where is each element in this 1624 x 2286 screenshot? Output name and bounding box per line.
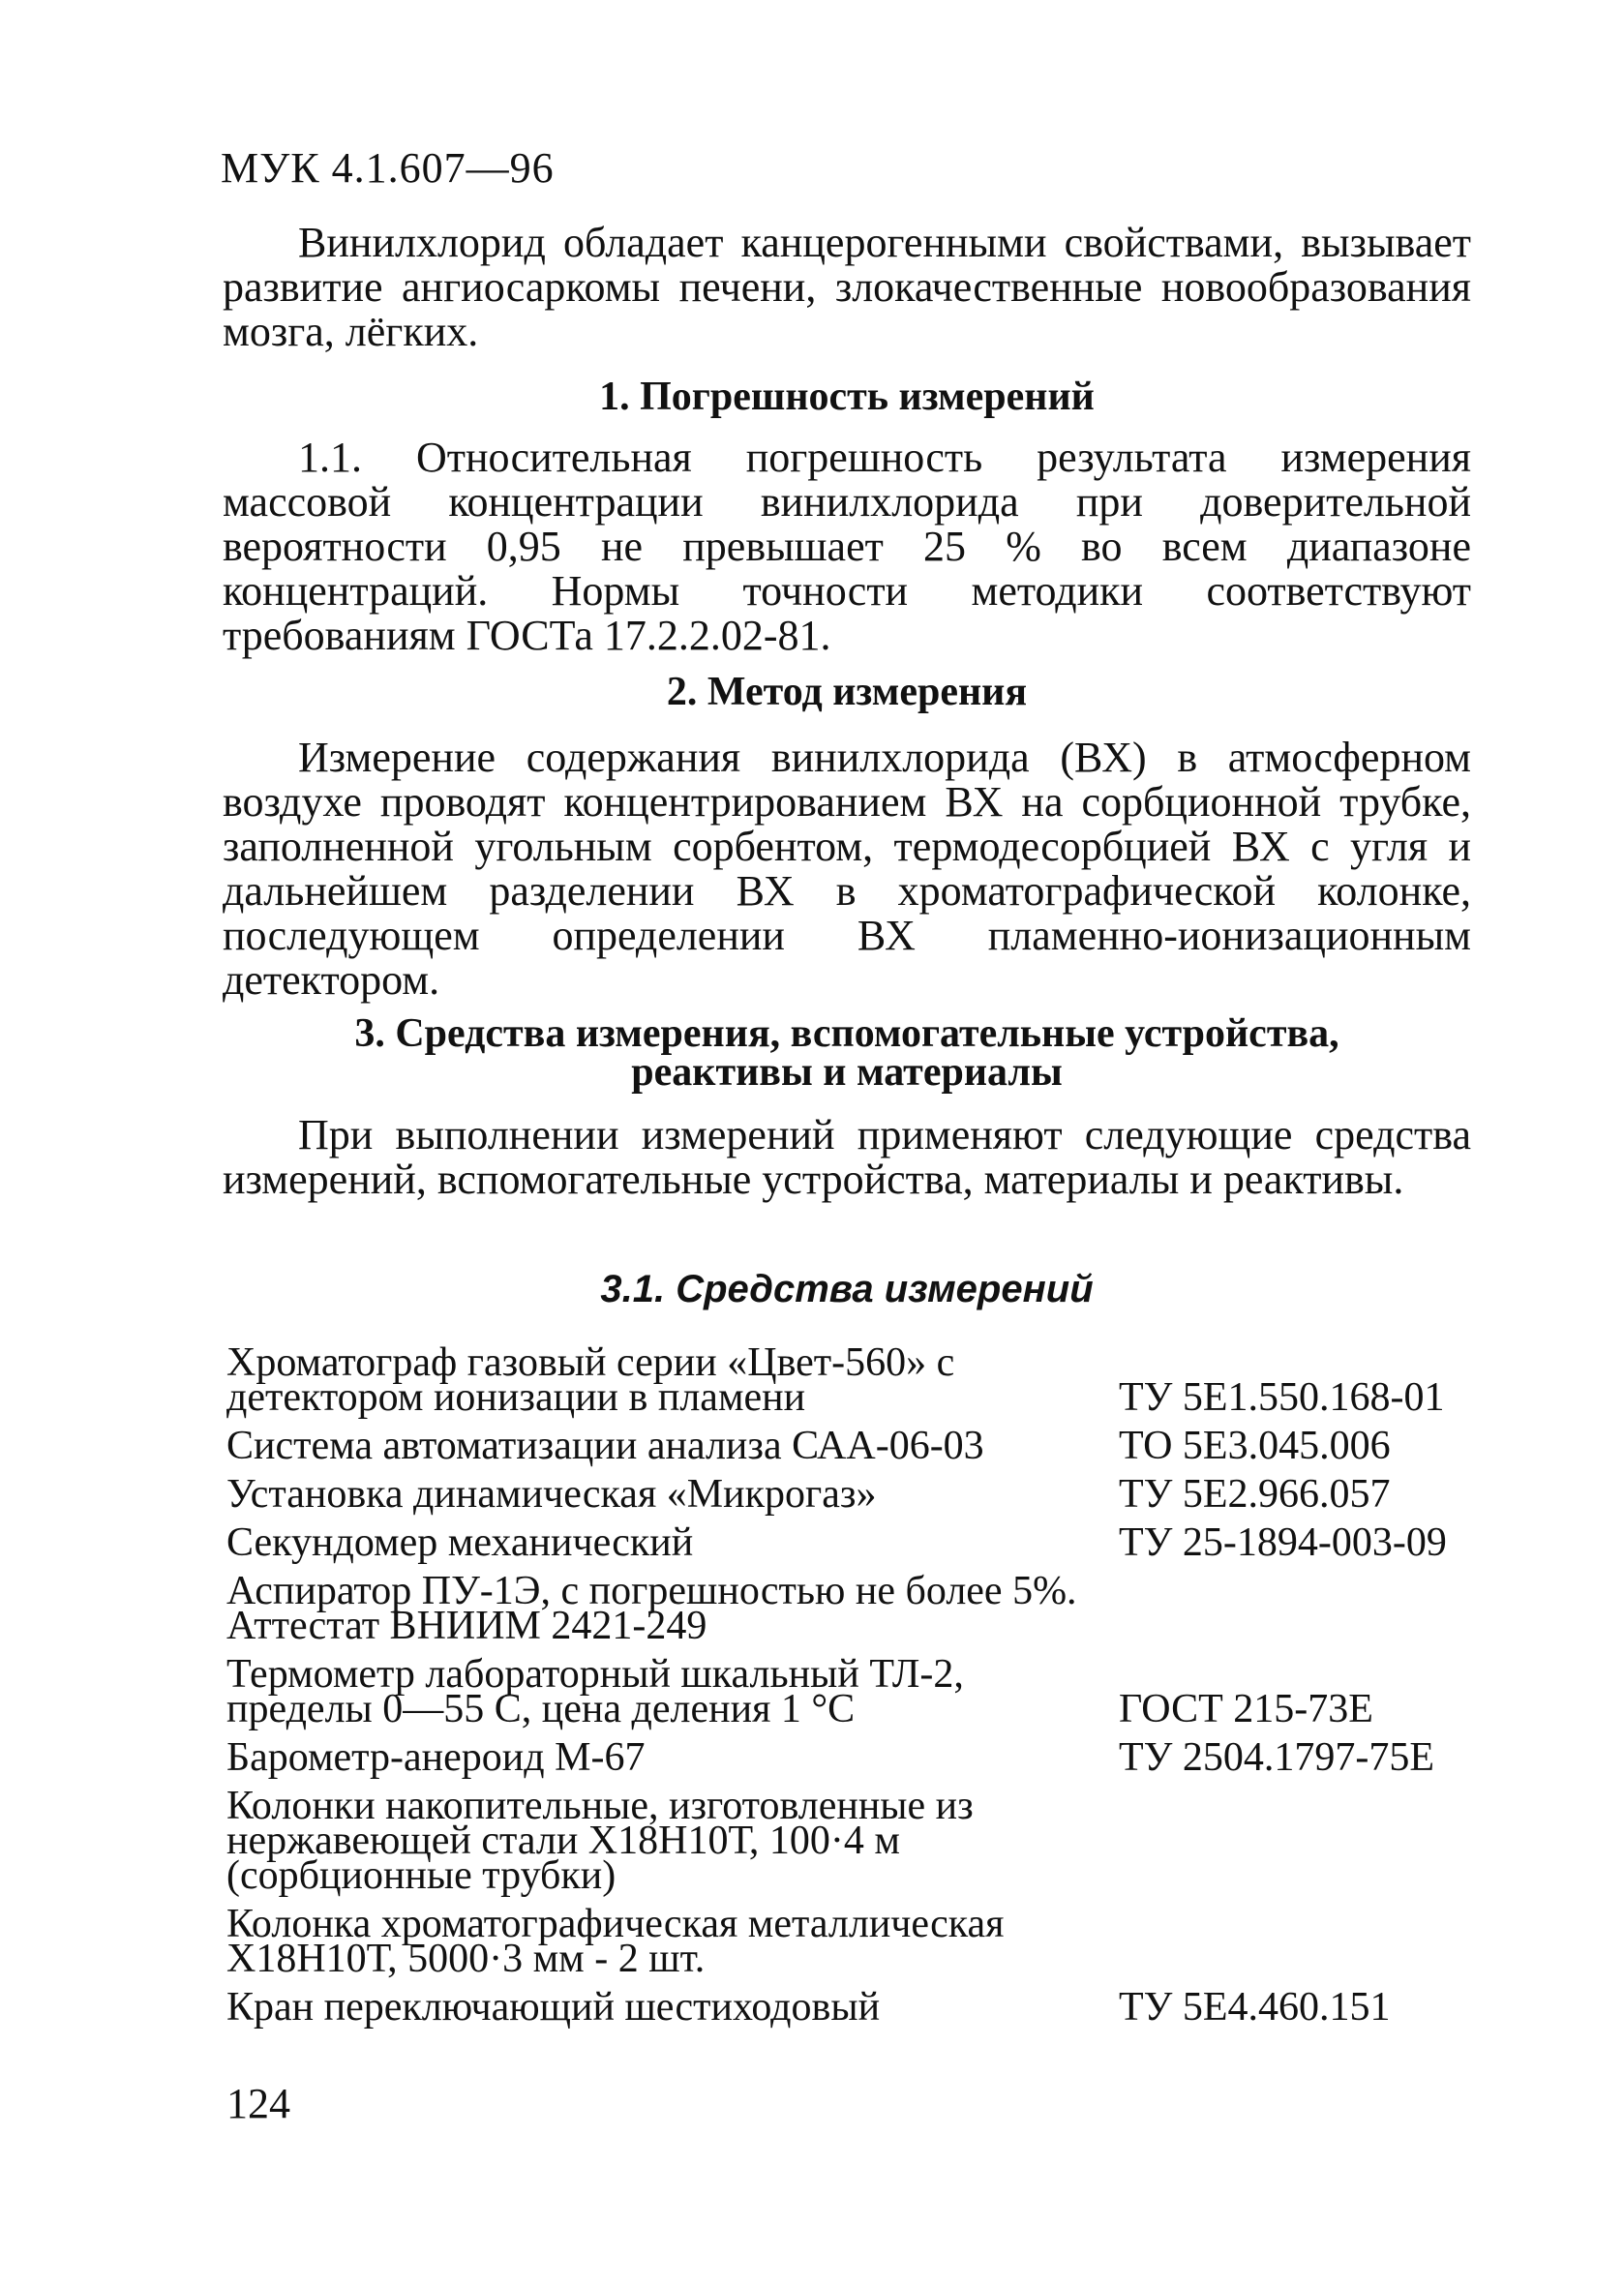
section-1-paragraph: 1.1. Относительная погрешность результата измерения массовой концентрации винилхлорида при доверительной вероятности 0,95 не превышает 25 % во всем диапазоне концентраций. Нормы точности методики соответствуют требованиям ГОСТа 17.2.2.02-81.	[223, 434, 1471, 659]
equipment-name: Колонки накопительные, изготовленные из нержавеющей стали Х18Н10Т, 100·4 м (сорбционные трубки)	[226, 1784, 974, 1898]
section-3-heading-line-2: реактивы и материалы	[631, 1050, 1063, 1095]
equipment-name: Установка динамическая «Микрогаз»	[226, 1472, 877, 1517]
table-row	[226, 1345, 1447, 1429]
section-3-paragraph: При выполнении измерений применяют следующие средства измерений, вспомогательные устройства, материалы и реактивы.	[223, 1111, 1471, 1203]
table-row	[226, 1907, 1447, 1990]
equipment-code	[1119, 1789, 1447, 1907]
intro-paragraph: Винилхлорид обладает канцерогенными свойствами, вызывает развитие ангиосаркомы печени, злокачественные новообразования мозга, лёгких.	[223, 219, 1471, 355]
equipment-name: Барометр-анероид М-67	[226, 1735, 646, 1780]
section-1-heading: 1. Погрешность измерений	[599, 375, 1095, 419]
table-row	[226, 1990, 1447, 2038]
table-row	[226, 1525, 1447, 1574]
table-row	[226, 1477, 1447, 1525]
equipment-code	[1119, 1907, 1447, 1990]
equipment-code: ТО 5Е3.045.006	[1119, 1424, 1391, 1468]
equipment-code: ГОСТ 215-73Е	[1119, 1687, 1373, 1731]
table-row	[226, 1789, 1447, 1907]
equipment-name: Аспиратор ПУ-1Э, с погрешностью не более 5%. Аттестат ВНИИМ 2421-249	[226, 1569, 1077, 1648]
equipment-code: ТУ 5Е2.966.057	[1119, 1472, 1391, 1517]
document-code-header: МУК 4.1.607—96	[221, 144, 555, 192]
table-row	[226, 1657, 1447, 1740]
equipment-name: Колонка хроматографическая металлическая Х18Н10Т, 5000·3 мм - 2 шт.	[226, 1902, 1005, 1981]
equipment-name: Система автоматизации анализа САА-06-03	[226, 1424, 984, 1468]
equipment-name: Секундомер механический	[226, 1520, 694, 1565]
equipment-code: ТУ 25-1894-003-09	[1119, 1520, 1447, 1565]
equipment-name: Термометр лабораторный шкальный ТЛ-2, пределы 0—55 С, цена деления 1 °С	[226, 1652, 964, 1731]
table-row	[226, 1429, 1447, 1477]
section-2-heading: 2. Метод измерения	[666, 670, 1028, 714]
equipment-name: Хроматограф газовый серии «Цвет-560» с детектором ионизации в пламени	[226, 1340, 955, 1420]
equipment-code: ТУ 2504.1797-75Е	[1119, 1735, 1435, 1780]
equipment-table	[226, 1340, 1447, 2038]
equipment-code: ТУ 5Е1.550.168-01	[1119, 1375, 1445, 1420]
table-row	[226, 1574, 1447, 1657]
section-3-heading	[223, 1011, 1471, 1095]
subsection-title: 3.1. Средства измерений	[600, 1268, 1094, 1310]
page-number: 124	[226, 2080, 290, 2127]
section-2-paragraph: Измерение содержания винилхлорида (ВХ) в атмосферном воздухе проводят концентрированием ВХ на сорбционной трубке, заполненной угольным сорбентом, термодесорбцией ВХ с угля и дальнейшем разделении ВХ в хроматографической колонке, последующем определении ВХ пламенно-ионизационным детектором.	[223, 734, 1471, 1004]
table-row	[226, 1740, 1447, 1789]
equipment-code	[1119, 1574, 1447, 1657]
section-3-heading-line-1: 3. Средства измерения, вспомогательные устройства,	[354, 1011, 1339, 1056]
equipment-code: ТУ 5Е4.460.151	[1119, 1985, 1391, 2030]
equipment-name: Кран переключающий шестиходовый	[226, 1985, 881, 2030]
